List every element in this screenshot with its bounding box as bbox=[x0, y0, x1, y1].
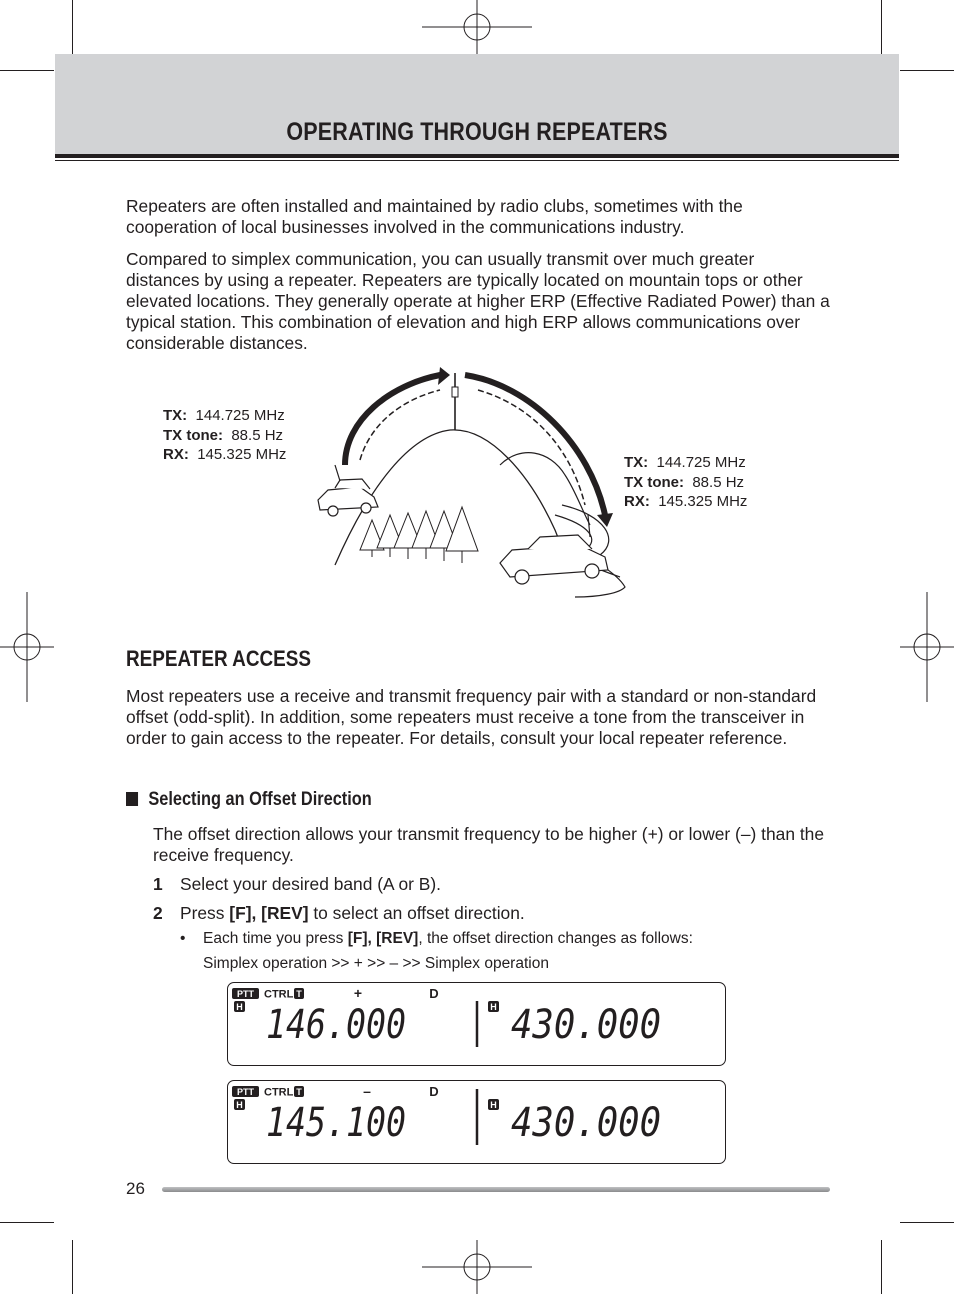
crop-mark bbox=[72, 0, 73, 54]
lcd-display-minus bbox=[227, 1080, 726, 1164]
ctrl-indicator: CTRL bbox=[264, 988, 294, 1001]
registration-mark bbox=[422, 1240, 532, 1294]
downlink-arrow-head bbox=[597, 513, 613, 527]
offset-indicator: + bbox=[353, 985, 363, 1001]
offset-sequence: Simplex operation >> + >> – >> Simplex operation bbox=[203, 955, 549, 972]
page-number: 26 bbox=[126, 1179, 145, 1198]
ptt-indicator: PTT bbox=[237, 989, 254, 999]
step-1: 1 Select your desired band (A or B). bbox=[153, 874, 441, 894]
step-2: 2 Press [F], [REV] to select an offset direction. bbox=[153, 903, 525, 923]
intro-paragraph-2: Compared to simplex communication, you can usually transmit over much greater distances by using a repeater. Repeaters are typically located on mountain tops or other elevated locations. They generally operate at higher ERP (Effective Radiated Power) than a typical station. This combination of elevation and high ERP allows communications over considerable distances. bbox=[126, 249, 830, 353]
square-bullet-icon bbox=[126, 792, 138, 806]
crop-mark bbox=[72, 1240, 73, 1294]
key-label: [F], [REV] bbox=[229, 903, 309, 923]
crop-mark bbox=[881, 1240, 882, 1294]
frequency-b: 430.000 bbox=[511, 1100, 661, 1146]
page-title: OPERATING THROUGH REPEATERS bbox=[286, 118, 668, 146]
header-rule-thin bbox=[55, 160, 899, 161]
repeater-illustration bbox=[300, 365, 640, 605]
subsection-title: Selecting an Offset Direction bbox=[126, 789, 372, 811]
left-car bbox=[318, 465, 378, 516]
registration-mark bbox=[0, 592, 54, 702]
repeater-box bbox=[452, 387, 458, 397]
lcd-display-plus bbox=[227, 982, 726, 1066]
t-indicator: T bbox=[296, 1087, 302, 1097]
uplink-arrow-head bbox=[438, 367, 450, 385]
h-indicator-right: H bbox=[490, 1002, 497, 1012]
h-indicator-right: H bbox=[490, 1100, 497, 1110]
frequency-b: 430.000 bbox=[511, 1002, 661, 1048]
crop-mark bbox=[900, 1222, 954, 1223]
frequency-a: 146.000 bbox=[266, 1002, 406, 1048]
offset-indicator: – bbox=[363, 1083, 371, 1099]
ptt-indicator: PTT bbox=[237, 1087, 254, 1097]
intro-paragraph-1: Repeaters are often installed and maintained by radio clubs, sometimes with the cooperation of local businesses involved in the communications industry. bbox=[126, 196, 743, 237]
d-indicator: D bbox=[429, 1084, 439, 1099]
ctrl-indicator: CTRL bbox=[264, 1086, 294, 1099]
right-station-info: TX: 144.725 MHz TX tone: 88.5 Hz RX: 145.325 MHz bbox=[624, 454, 748, 510]
h-indicator-left: H bbox=[236, 1002, 243, 1012]
frequency-a: 145.100 bbox=[266, 1100, 406, 1146]
crop-mark bbox=[0, 70, 54, 71]
crop-mark bbox=[900, 70, 954, 71]
header-rule bbox=[55, 154, 899, 158]
footer-bar bbox=[162, 1187, 830, 1192]
section-title: REPEATER ACCESS bbox=[126, 646, 312, 671]
h-indicator-left: H bbox=[236, 1100, 243, 1110]
registration-mark bbox=[900, 592, 954, 702]
offset-intro: The offset direction allows your transmit frequency to be higher (+) or lower (–) than the receive frequency. bbox=[153, 824, 824, 865]
bullet-note: • Each time you press [F], [REV], the offset direction changes as follows: bbox=[180, 930, 693, 947]
left-station-info: TX: 144.725 MHz TX tone: 88.5 Hz RX: 145.325 MHz bbox=[163, 407, 287, 463]
registration-mark bbox=[422, 0, 532, 54]
d-indicator: D bbox=[429, 986, 439, 1001]
key-label: [F], [REV] bbox=[347, 930, 419, 947]
crop-mark bbox=[881, 0, 882, 54]
crop-mark bbox=[0, 1222, 54, 1223]
repeater-access-body: Most repeaters use a receive and transmit frequency pair with a standard or non-standard offset (odd-split). In addition, some repeaters must receive a tone from the transceiver in order to gain access to the repeater. For details, consult your local repeater reference. bbox=[126, 686, 817, 748]
t-indicator: T bbox=[296, 989, 302, 999]
